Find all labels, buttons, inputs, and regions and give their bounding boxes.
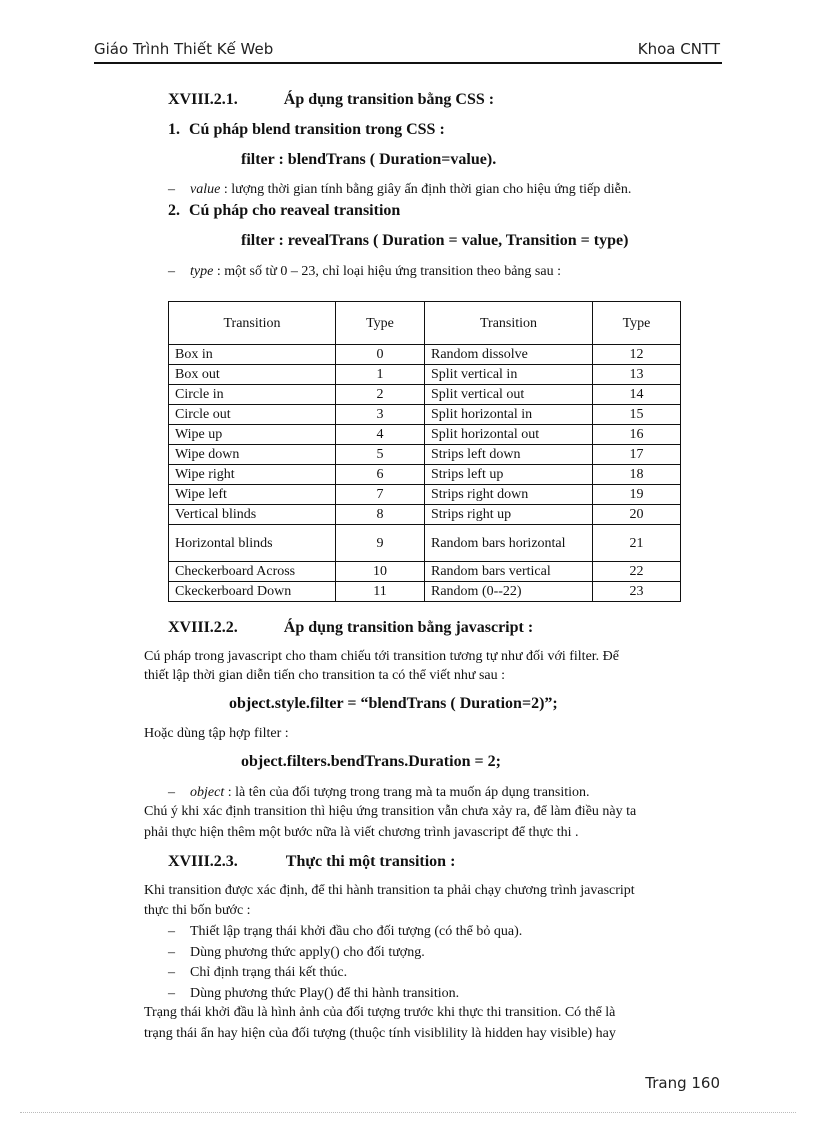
dash-bullet: – bbox=[168, 182, 175, 197]
paragraph-line: trạng thái ẩn hay hiện của đối tượng (thuộc tính visiblility là hidden hay visible) hay bbox=[144, 1026, 616, 1041]
item-number: 1. bbox=[168, 121, 180, 138]
table-row bbox=[169, 365, 681, 385]
table-cell: Wipe down bbox=[169, 445, 336, 465]
table-cell: 5 bbox=[336, 445, 425, 465]
dash-bullet: – bbox=[168, 264, 175, 279]
table-row bbox=[169, 525, 681, 562]
table-cell: 21 bbox=[593, 525, 681, 562]
table-cell: 13 bbox=[593, 365, 681, 385]
bullet-text: : một số từ 0 – 23, chỉ loại hiệu ứng transition theo bảng sau : bbox=[213, 264, 561, 279]
table-row bbox=[169, 485, 681, 505]
table-cell: 22 bbox=[593, 562, 681, 582]
table-cell: Strips right up bbox=[425, 505, 593, 525]
bullet-text: : là tên của đối tượng trong trang mà ta muốn áp dụng transition. bbox=[224, 785, 590, 800]
table-cell: Wipe right bbox=[169, 465, 336, 485]
item-text: Cú pháp cho reaveal transition bbox=[189, 202, 401, 219]
dash-bullet: – bbox=[168, 924, 175, 939]
item-number: 2. bbox=[168, 202, 180, 219]
section-heading-1 bbox=[168, 91, 494, 109]
bullet-term: value bbox=[190, 182, 221, 197]
bullet-type bbox=[168, 264, 561, 280]
header-rule bbox=[94, 62, 722, 64]
section-heading-3 bbox=[168, 853, 455, 871]
numbered-item-2 bbox=[168, 202, 400, 220]
table-cell: Horizontal blinds bbox=[169, 525, 336, 562]
table-row bbox=[169, 405, 681, 425]
table-cell: Split vertical out bbox=[425, 385, 593, 405]
table-cell: 10 bbox=[336, 562, 425, 582]
dash-bullet: – bbox=[168, 785, 175, 800]
table-cell: Circle out bbox=[169, 405, 336, 425]
table-cell: 11 bbox=[336, 582, 425, 602]
table-cell: Box in bbox=[169, 345, 336, 365]
table-cell: 6 bbox=[336, 465, 425, 485]
table-cell: 20 bbox=[593, 505, 681, 525]
table-header-cell: Transition bbox=[169, 302, 336, 345]
bullet-term: type bbox=[190, 264, 214, 279]
page-bottom-rule bbox=[20, 1112, 796, 1113]
table-row bbox=[169, 345, 681, 365]
step-text: Chỉ định trạng thái kết thúc. bbox=[190, 965, 348, 980]
table-cell: 0 bbox=[336, 345, 425, 365]
table-cell: Split vertical in bbox=[425, 365, 593, 385]
section-title: Áp dụng transition bằng CSS : bbox=[283, 91, 495, 108]
paragraph-line: Hoặc dùng tập hợp filter : bbox=[144, 726, 289, 741]
table-cell: Checkerboard Across bbox=[169, 562, 336, 582]
table-cell: 23 bbox=[593, 582, 681, 602]
step-text: Thiết lập trạng thái khởi đầu cho đối tượng (có thể bỏ qua). bbox=[190, 924, 523, 939]
step-item bbox=[168, 986, 459, 1002]
bullet-text: : lượng thời gian tính bằng giây ấn định thời gian cho hiệu ứng tiếp diễn. bbox=[220, 182, 632, 197]
paragraph-line: Cú pháp trong javascript cho tham chiếu tới transition tương tự như đối với filter. Để bbox=[144, 649, 620, 664]
table-cell: Vertical blinds bbox=[169, 505, 336, 525]
table-cell: Circle in bbox=[169, 385, 336, 405]
table-cell: 18 bbox=[593, 465, 681, 485]
section-number: XVIII.2.2. bbox=[168, 619, 238, 636]
numbered-item-1 bbox=[168, 121, 445, 139]
table-row bbox=[169, 562, 681, 582]
table-cell: Wipe up bbox=[169, 425, 336, 445]
table-cell: 1 bbox=[336, 365, 425, 385]
table-cell: 19 bbox=[593, 485, 681, 505]
table-cell: Split horizontal out bbox=[425, 425, 593, 445]
table-cell: Strips left up bbox=[425, 465, 593, 485]
table-cell: 9 bbox=[336, 525, 425, 562]
table-cell: 2 bbox=[336, 385, 425, 405]
table-cell: 3 bbox=[336, 405, 425, 425]
item-text: Cú pháp blend transition trong CSS : bbox=[189, 121, 445, 138]
step-text: Dùng phương thức apply() cho đối tượng. bbox=[190, 945, 425, 960]
dash-bullet: – bbox=[168, 965, 175, 980]
table-cell: Ckeckerboard Down bbox=[169, 582, 336, 602]
table-cell: 15 bbox=[593, 405, 681, 425]
code-blend-transition: filter : blendTrans ( Duration=value). bbox=[241, 151, 497, 168]
table-cell: Random bars vertical bbox=[425, 562, 593, 582]
bullet-term: object bbox=[190, 785, 225, 800]
table-cell: Strips right down bbox=[425, 485, 593, 505]
table-cell: Strips left down bbox=[425, 445, 593, 465]
table-cell: 4 bbox=[336, 425, 425, 445]
table-row bbox=[169, 582, 681, 602]
table-cell: 17 bbox=[593, 445, 681, 465]
table-header-cell: Transition bbox=[425, 302, 593, 345]
table-cell: 12 bbox=[593, 345, 681, 365]
table-cell: Random dissolve bbox=[425, 345, 593, 365]
paragraph-line: Chú ý khi xác định transition thì hiệu ứng transition vẫn chưa xảy ra, để làm điều này ta bbox=[144, 804, 637, 819]
table-header-row bbox=[169, 302, 681, 345]
page-number: Trang 160 bbox=[645, 1074, 720, 1092]
table-cell: 14 bbox=[593, 385, 681, 405]
code-reveal-transition: filter : revealTrans ( Duration = value, Transition = type) bbox=[241, 232, 629, 249]
table-header-cell: Type bbox=[336, 302, 425, 345]
table-cell: 16 bbox=[593, 425, 681, 445]
table-row bbox=[169, 465, 681, 485]
header-department: Khoa CNTT bbox=[637, 40, 720, 58]
code-style-filter: object.style.filter = “blendTrans ( Duration=2)”; bbox=[229, 695, 558, 712]
section-title: Áp dụng transition bằng javascript : bbox=[283, 619, 534, 636]
step-item bbox=[168, 945, 425, 961]
dash-bullet: – bbox=[168, 986, 175, 1001]
paragraph-line: thực thi bốn bước : bbox=[144, 903, 251, 918]
code-filters-duration: object.filters.bendTrans.Duration = 2; bbox=[241, 753, 501, 770]
table-cell: Random bars horizontal bbox=[425, 525, 593, 562]
table-row bbox=[169, 445, 681, 465]
table-header-cell: Type bbox=[593, 302, 681, 345]
table-row bbox=[169, 385, 681, 405]
paragraph-line: Khi transition được xác định, để thi hành transition ta phải chạy chương trình javascript bbox=[144, 883, 635, 898]
table-cell: Box out bbox=[169, 365, 336, 385]
section-number: XVIII.2.3. bbox=[168, 853, 238, 870]
dash-bullet: – bbox=[168, 945, 175, 960]
transition-table bbox=[168, 301, 681, 602]
section-title: Thực thi một transition : bbox=[285, 853, 456, 870]
table-row bbox=[169, 425, 681, 445]
paragraph-line: phải thực hiện thêm một bước nữa là viết chương trình javascript để thực thi . bbox=[144, 825, 579, 840]
paragraph-line: thiết lập thời gian diễn tiến cho transition ta có thể viết như sau : bbox=[144, 668, 506, 683]
step-text: Dùng phương thức Play() để thi hành transition. bbox=[190, 986, 460, 1001]
paragraph-line: Trạng thái khởi đầu là hình ảnh của đối tượng trước khi thực thi transition. Có thể là bbox=[144, 1005, 616, 1020]
section-heading-2 bbox=[168, 619, 533, 637]
section-number: XVIII.2.1. bbox=[168, 91, 238, 108]
table-row bbox=[169, 505, 681, 525]
header-title: Giáo Trình Thiết Kế Web bbox=[94, 40, 274, 58]
step-item bbox=[168, 924, 522, 940]
step-item bbox=[168, 965, 347, 981]
table-cell: Split horizontal in bbox=[425, 405, 593, 425]
table-cell: 7 bbox=[336, 485, 425, 505]
bullet-object bbox=[168, 785, 590, 801]
table-cell: Wipe left bbox=[169, 485, 336, 505]
table-cell: Random (0--22) bbox=[425, 582, 593, 602]
bullet-value bbox=[168, 182, 631, 198]
table-cell: 8 bbox=[336, 505, 425, 525]
